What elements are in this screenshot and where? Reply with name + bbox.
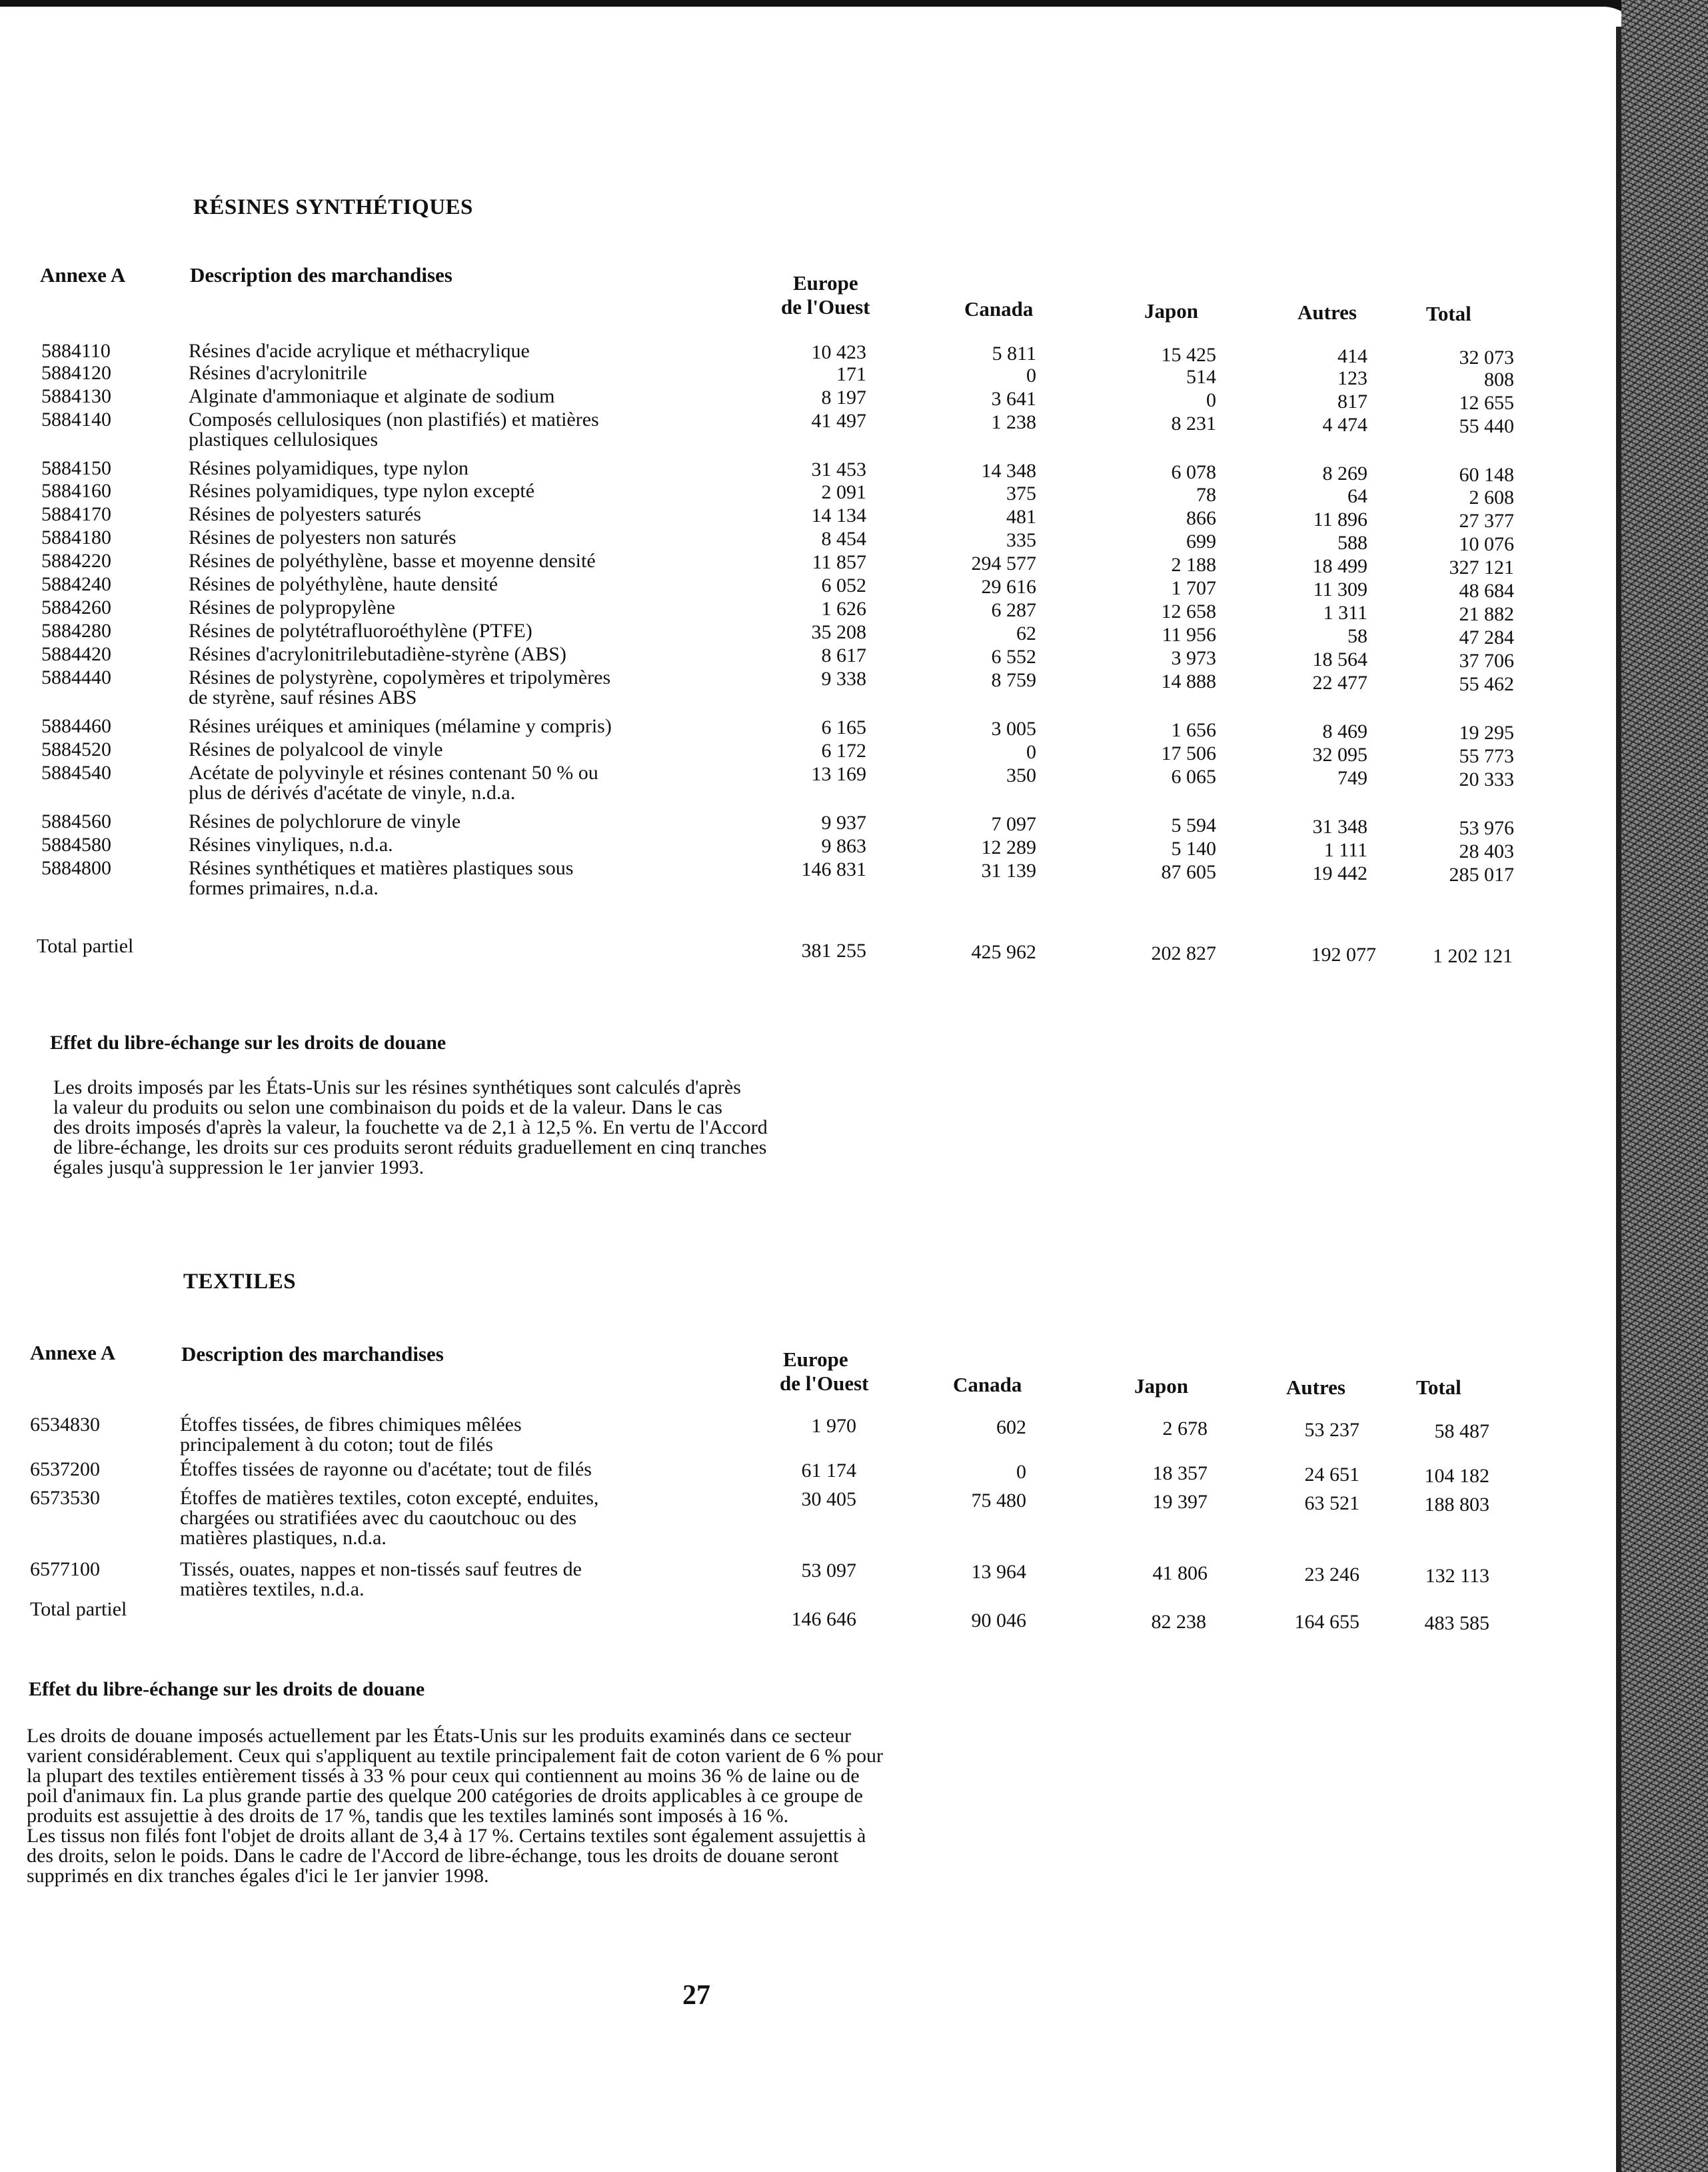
value-europe: 146 831 (801, 858, 866, 880)
value-canada: 375 (1006, 483, 1036, 505)
value-europe: 8 617 (821, 644, 866, 666)
resins-subtotal-japon: 202 827 (1151, 942, 1216, 964)
resins-effect-heading: Effet du libre-échange sur les droits de douane (50, 1032, 446, 1054)
header-canada: Canada (964, 297, 1034, 321)
value-canada: 8 759 (991, 669, 1036, 691)
value-canada: 31 139 (981, 860, 1036, 882)
value-canada: 335 (1006, 529, 1036, 551)
value-autres: 1 111 (1323, 839, 1367, 861)
goods-description (189, 551, 596, 571)
value-autres: 11 309 (1313, 578, 1367, 600)
value-canada: 350 (1006, 764, 1036, 786)
goods-description (180, 1560, 582, 1600)
header-annexe: Annexe A (40, 263, 126, 287)
description-line: Résines de polyéthylène, basse et moyenne densité (189, 550, 596, 572)
value-japon: 17 506 (1161, 742, 1216, 764)
resins-subtotal-label: Total partiel (37, 935, 134, 957)
goods-description (189, 505, 421, 525)
value-total: 32 073 (1459, 347, 1514, 369)
annexe-code: 5884180 (41, 527, 111, 548)
description-line: Résines de polychlorure de vinyle (189, 810, 461, 832)
value-canada: 29 616 (981, 576, 1036, 598)
value-canada: 3 641 (991, 388, 1036, 410)
annexe-code: 5884120 (41, 362, 111, 384)
goods-description (189, 341, 530, 361)
value-europe: 31 453 (811, 459, 866, 481)
description-line: Résines de polypropylène (189, 596, 395, 618)
header-total: Total (1426, 302, 1471, 325)
value-europe: 13 169 (811, 763, 866, 785)
goods-description (189, 740, 443, 760)
description-line: plus de dérivés d'acétate de vinyle, n.d.a. (189, 782, 516, 804)
resins-subtotal-europe: 381 255 (801, 940, 866, 962)
description-line: Étoffes de matières textiles, coton excepté, enduites, (180, 1487, 599, 1509)
resins-subtotal-autres: 192 077 (1311, 944, 1376, 966)
value-europe: 9 338 (821, 668, 866, 690)
value-autres: 414 (1337, 345, 1367, 367)
description-line: Composés cellulosiques (non plastifiés) et matières (189, 409, 599, 431)
value-autres: 53 237 (1304, 1419, 1359, 1441)
value-total: 27 377 (1459, 510, 1514, 532)
description-line: Étoffes tissées de rayonne ou d'acétate; tout de filés (180, 1458, 592, 1480)
value-canada: 0 (1026, 741, 1036, 763)
scan-top-border (0, 0, 1708, 7)
textiles-subtotal-total: 483 585 (1424, 1612, 1489, 1634)
value-autres: 31 348 (1312, 816, 1367, 838)
header-japon: Japon (1134, 1374, 1188, 1398)
value-europe: 30 405 (801, 1488, 856, 1510)
textiles-effect-line: Les droits de douane imposés actuellement par les États-Unis sur les produits examinés dans ce secteur (27, 1725, 852, 1747)
description-line: Résines polyamidiques, type nylon excepté (189, 480, 535, 502)
value-japon: 6 078 (1171, 461, 1216, 483)
value-total: 55 440 (1459, 415, 1514, 437)
annexe-code: 6577100 (30, 1558, 100, 1580)
value-japon: 87 605 (1161, 861, 1216, 883)
annexe-code: 5884150 (41, 457, 111, 479)
description-line: Résines d'acrylonitrilebutadiène-styrène (ABS) (189, 643, 566, 665)
value-total: 58 487 (1434, 1420, 1489, 1442)
description-line: principalement à du coton; tout de filés (180, 1434, 493, 1456)
goods-description (189, 481, 534, 501)
textiles-effect-line: supprimés en dix tranches égales d'ici le 1er janvier 1998. (27, 1865, 489, 1887)
goods-description (189, 528, 456, 548)
value-total: 188 803 (1424, 1494, 1489, 1516)
resins-effect-line: égales jusqu'à suppression le 1er janvier 1993. (53, 1156, 425, 1178)
resins-effect-line: Les droits imposés par les États-Unis sur les résines synthétiques sont calculés d'après (53, 1076, 741, 1098)
value-total: 48 684 (1459, 580, 1514, 602)
description-line: Résines de polyesters saturés (189, 503, 422, 525)
annexe-code: 5884460 (41, 715, 111, 737)
goods-description (189, 668, 610, 708)
textiles-subtotal-europe: 146 646 (791, 1608, 856, 1630)
value-total: 53 976 (1459, 817, 1514, 839)
annexe-code: 5884220 (41, 550, 111, 572)
value-autres: 64 (1347, 485, 1367, 507)
value-japon: 12 658 (1161, 600, 1216, 622)
goods-description (189, 459, 468, 479)
value-autres: 8 269 (1322, 463, 1367, 485)
value-japon: 18 357 (1152, 1462, 1208, 1484)
value-japon: 8 231 (1171, 413, 1216, 435)
page-number: 27 (682, 1980, 710, 2011)
value-canada: 0 (1016, 1461, 1026, 1483)
section-title-textiles: TEXTILES (183, 1270, 297, 1294)
value-japon: 0 (1206, 389, 1216, 411)
value-japon: 19 397 (1152, 1491, 1208, 1513)
textiles-subtotal-autres: 164 655 (1294, 1611, 1359, 1633)
value-canada: 602 (996, 1416, 1026, 1438)
value-total: 55 773 (1459, 745, 1514, 767)
description-line: matières textiles, n.d.a. (180, 1578, 365, 1600)
goods-description (180, 1415, 522, 1455)
header-autres: Autres (1297, 301, 1357, 324)
value-autres: 123 (1337, 367, 1367, 389)
header-europe-line2: de l'Ouest (780, 1372, 869, 1395)
value-autres: 19 442 (1312, 862, 1367, 884)
scan-edge-texture (1621, 0, 1708, 2172)
value-total: 21 882 (1459, 603, 1514, 625)
value-autres: 23 246 (1304, 1564, 1359, 1586)
goods-description (189, 410, 599, 450)
value-canada: 6 552 (991, 646, 1036, 668)
value-autres: 749 (1337, 767, 1367, 789)
resins-effect-line: des droits imposés d'après la valeur, la fouchette va de 2,1 à 12,5 %. En vertu de l'Accord (53, 1116, 768, 1138)
annexe-code: 5884580 (41, 834, 111, 856)
value-canada: 12 289 (981, 836, 1036, 858)
value-canada: 7 097 (991, 813, 1036, 835)
resins-effect-line: la valeur du produits ou selon une combinaison du poids et de la valeur. Dans le cas (53, 1096, 722, 1118)
value-europe: 1 626 (821, 598, 866, 620)
goods-description (189, 363, 367, 383)
value-japon: 78 (1196, 484, 1216, 506)
textiles-effect-paragraph (27, 1726, 883, 1886)
textiles-effect-line: produits est assujettie à des droits de 17 %, tandis que les textiles laminés sont imposés à 16 %. (27, 1805, 789, 1827)
header-canada: Canada (953, 1373, 1022, 1396)
annexe-code: 5884170 (41, 503, 111, 525)
value-total: 47 284 (1459, 626, 1514, 648)
value-autres: 58 (1347, 625, 1367, 647)
value-autres: 24 651 (1304, 1464, 1359, 1486)
description-line: formes primaires, n.d.a. (189, 877, 379, 899)
value-canada: 62 (1016, 622, 1036, 644)
goods-description (189, 812, 460, 832)
annexe-code: 6534830 (30, 1414, 100, 1436)
description-line: plastiques cellulosiques (189, 429, 379, 451)
value-japon: 2 188 (1171, 554, 1216, 576)
textiles-subtotal-label: Total partiel (30, 1598, 127, 1620)
description-line: Résines de polyesters non saturés (189, 527, 456, 548)
description-line: Résines de polytétrafluoroéthylène (PTFE) (189, 620, 532, 642)
value-japon: 11 956 (1162, 624, 1216, 646)
annexe-code: 6573530 (30, 1487, 100, 1509)
annexe-code: 5884240 (41, 573, 111, 595)
value-autres: 11 896 (1313, 509, 1367, 531)
annexe-code: 5884280 (41, 620, 111, 642)
goods-description (180, 1488, 598, 1548)
textiles-effect-line: varient considérablement. Ceux qui s'appliquent au textile principalement fait de coton varient de 6 % pour (27, 1745, 883, 1767)
value-europe: 6 165 (821, 716, 866, 738)
value-europe: 9 863 (821, 835, 866, 857)
value-canada: 294 577 (971, 552, 1036, 574)
header-description: Description des marchandises (190, 263, 452, 287)
goods-description (189, 716, 612, 736)
value-total: 132 113 (1425, 1565, 1489, 1587)
value-europe: 14 134 (811, 505, 866, 527)
value-europe: 41 497 (811, 410, 866, 432)
value-canada: 6 287 (991, 599, 1036, 621)
description-line: Résines d'acrylonitrile (189, 362, 367, 384)
header-europe-line2: de l'Ouest (781, 295, 870, 319)
value-japon: 2 678 (1162, 1418, 1208, 1440)
textiles-effect-line: poil d'animaux fin. La plus grande partie des quelque 200 catégories de droits applicables à ce groupe de (27, 1785, 863, 1807)
description-line: Résines d'acide acrylique et méthacrylique (189, 340, 530, 362)
value-japon: 1 656 (1171, 719, 1216, 741)
value-europe: 171 (836, 363, 866, 385)
textiles-effect-line: la plupart des textiles entièrement tissés à 33 % pour ceux qui contiennent au moins 36 % de laine ou de (27, 1765, 860, 1787)
value-japon: 6 065 (1171, 766, 1216, 788)
value-canada: 0 (1026, 365, 1036, 387)
value-total: 327 121 (1449, 556, 1514, 578)
description-line: Étoffes tissées, de fibres chimiques mêlées (180, 1414, 522, 1436)
value-japon: 866 (1186, 507, 1216, 529)
value-canada: 75 480 (971, 1490, 1026, 1512)
resins-effect-paragraph (53, 1078, 768, 1178)
goods-description (189, 574, 498, 594)
description-line: Résines polyamidiques, type nylon (189, 457, 468, 479)
annexe-code: 5884540 (41, 762, 111, 784)
goods-description (189, 763, 598, 803)
value-europe: 1 970 (811, 1415, 856, 1437)
value-autres: 817 (1337, 391, 1367, 413)
header-autres: Autres (1286, 1376, 1345, 1399)
value-autres: 63 521 (1304, 1492, 1359, 1514)
value-europe: 8 454 (821, 528, 866, 550)
value-autres: 8 469 (1322, 720, 1367, 742)
goods-description (189, 835, 393, 855)
header-annexe: Annexe A (30, 1341, 116, 1364)
header-description: Description des marchandises (181, 1342, 444, 1366)
resins-subtotal-canada: 425 962 (971, 941, 1036, 963)
value-total: 2 608 (1469, 487, 1514, 509)
value-total: 55 462 (1459, 673, 1514, 695)
resins-subtotal-total: 1 202 121 (1433, 945, 1513, 967)
textiles-subtotal-japon: 82 238 (1151, 1611, 1206, 1633)
value-europe: 35 208 (811, 621, 866, 643)
value-japon: 41 806 (1152, 1562, 1208, 1584)
header-total: Total (1416, 1376, 1461, 1399)
value-total: 10 076 (1459, 533, 1514, 555)
annexe-code: 5884160 (41, 480, 111, 502)
value-europe: 8 197 (821, 387, 866, 409)
resins-effect-line: de libre-échange, les droits sur ces produits seront réduits graduellement en cinq tranches (53, 1136, 767, 1158)
value-europe: 10 423 (811, 341, 866, 363)
value-total: 285 017 (1449, 864, 1514, 886)
description-line: Résines vinyliques, n.d.a. (189, 834, 393, 856)
description-line: Tissés, ouates, nappes et non-tissés sauf feutres de (180, 1558, 582, 1580)
annexe-code: 5884560 (41, 810, 111, 832)
value-total: 104 182 (1424, 1465, 1489, 1487)
header-japon: Japon (1144, 299, 1198, 323)
value-canada: 13 964 (971, 1561, 1026, 1583)
annexe-code: 5884440 (41, 666, 111, 688)
value-europe: 9 937 (821, 812, 866, 834)
value-europe: 2 091 (821, 481, 866, 503)
value-japon: 699 (1186, 531, 1216, 552)
value-total: 37 706 (1459, 650, 1514, 672)
value-japon: 5 140 (1171, 838, 1216, 860)
goods-description (180, 1460, 592, 1480)
value-canada: 1 238 (991, 411, 1036, 433)
value-europe: 6 052 (821, 574, 866, 596)
value-total: 19 295 (1459, 722, 1514, 744)
goods-description (189, 644, 566, 664)
description-line: matières plastiques, n.d.a. (180, 1527, 387, 1549)
value-autres: 18 499 (1312, 555, 1367, 577)
value-europe: 6 172 (821, 740, 866, 762)
value-japon: 15 425 (1161, 344, 1216, 366)
description-line: de styrène, sauf résines ABS (189, 686, 417, 708)
description-line: Acétate de polyvinyle et résines contenant 50 % ou (189, 762, 598, 784)
description-line: Résines uréiques et aminiques (mélamine y compris) (189, 715, 612, 737)
description-line: Résines de polystyrène, copolymères et tripolymères (189, 666, 611, 688)
textiles-effect-heading: Effet du libre-échange sur les droits de douane (29, 1678, 425, 1700)
value-total: 808 (1484, 369, 1514, 391)
value-japon: 5 594 (1171, 814, 1216, 836)
description-line: chargées ou stratifiées avec du caoutchouc ou des (180, 1507, 577, 1529)
description-line: Résines synthétiques et matières plastiques sous (189, 857, 574, 879)
goods-description (189, 858, 573, 898)
header-europe-line1: Europe (783, 1348, 848, 1371)
annexe-code: 5884520 (41, 738, 111, 760)
goods-description (189, 598, 395, 618)
value-total: 28 403 (1459, 840, 1514, 862)
value-autres: 32 095 (1312, 744, 1367, 766)
annexe-code: 5884110 (41, 340, 111, 362)
value-autres: 18 564 (1312, 648, 1367, 670)
annexe-code: 5884130 (41, 385, 111, 407)
annexe-code: 5884800 (41, 857, 111, 879)
value-total: 12 655 (1459, 392, 1514, 414)
value-total: 60 148 (1459, 464, 1514, 486)
description-line: Alginate d'ammoniaque et alginate de sodium (189, 385, 555, 407)
value-europe: 53 097 (801, 1560, 856, 1582)
value-total: 20 333 (1459, 768, 1514, 790)
goods-description (189, 387, 554, 407)
description-line: Résines de polyalcool de vinyle (189, 738, 443, 760)
value-japon: 514 (1186, 366, 1216, 388)
textiles-effect-line: des droits, selon le poids. Dans le cadre de l'Accord de libre-échange, tous les droits de douane seront (27, 1845, 839, 1867)
annexe-code: 5884260 (41, 596, 111, 618)
value-canada: 481 (1006, 506, 1036, 528)
value-autres: 588 (1337, 532, 1367, 554)
value-canada: 14 348 (981, 460, 1036, 482)
header-europe-line1: Europe (793, 271, 858, 295)
value-canada: 3 005 (991, 718, 1036, 740)
value-canada: 5 811 (992, 343, 1036, 365)
value-europe: 61 174 (801, 1460, 856, 1482)
value-autres: 1 311 (1323, 602, 1367, 624)
value-japon: 14 888 (1161, 670, 1216, 692)
value-japon: 1 707 (1171, 577, 1216, 599)
value-europe: 11 857 (812, 551, 866, 573)
goods-description (189, 621, 532, 641)
description-line: Résines de polyéthylène, haute densité (189, 573, 498, 595)
annexe-code: 5884140 (41, 409, 111, 431)
annexe-code: 5884420 (41, 643, 111, 665)
value-autres: 22 477 (1312, 672, 1367, 694)
textiles-subtotal-canada: 90 046 (971, 1610, 1026, 1631)
value-autres: 4 474 (1322, 414, 1367, 436)
page-right-border (1616, 27, 1621, 2172)
annexe-code: 6537200 (30, 1458, 100, 1480)
value-japon: 3 973 (1171, 647, 1216, 669)
textiles-effect-line: Les tissus non filés font l'objet de droits allant de 3,4 à 17 %. Certains textiles sont également assujettis à (27, 1825, 866, 1847)
section-title-resins: RÉSINES SYNTHÉTIQUES (193, 195, 473, 219)
